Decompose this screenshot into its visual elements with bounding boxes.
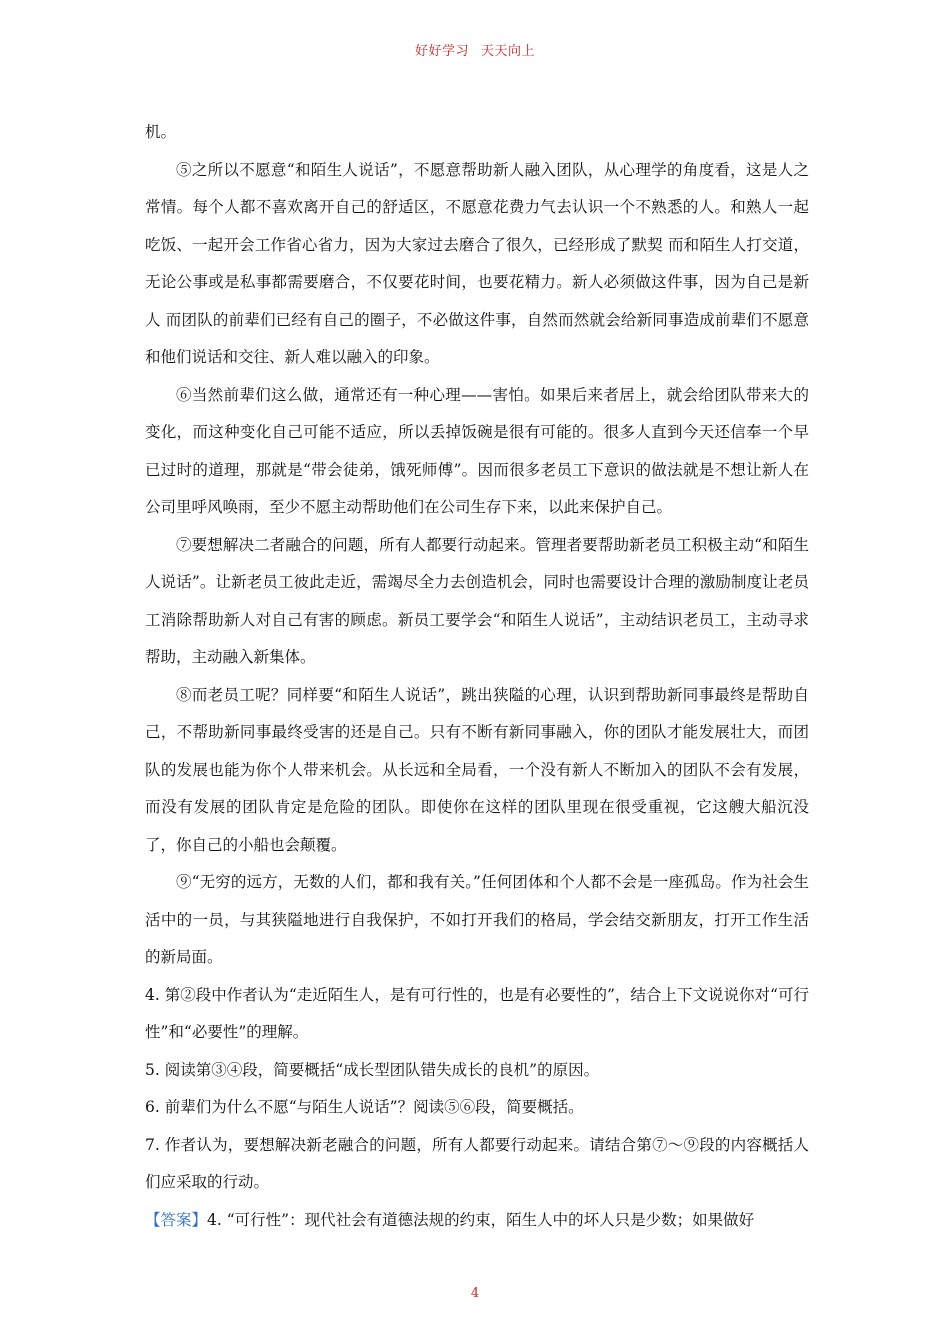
paragraph-5: ⑤之所以不愿意“和陌生人说话”，不愿意帮助新人融入团队，从心理学的角度看，这是人之常情。每个人都不喜欢离开自己的舒适区，不愿意花费力气去认识一个不熟悉的人。和熟人一起吃饭、一起开会工作省心省力，因为大家过去磨合了很久，已经形成了默契 而和陌生人打交道，无论公事或是私事都需要磨合，不仅要花时间，也要花精力。新人必须做这件事，因为自己是新人 而团队的前辈们已经有自己的圈子，不必做这件事，自然而然就会给新同事造成前辈们不愿意和他们说话和交往、新人难以融入的印象。 [145, 160, 809, 366]
answer-text: 4. “可行性”：现代社会有道德法规的约束，陌生人中的坏人只是少数；如果做好 [207, 1210, 755, 1229]
page-number: 4 [470, 1286, 480, 1301]
answer-line [145, 1202, 809, 1240]
paragraph-7: ⑦要想解决二者融合的问题，所有人都要行动起来。管理者要帮助新老员工积极主动“和陌生人说话”。让新老员工彼此走近，需竭尽全力去创造机会，同时也需要设计合理的激励制度让老员工消除帮助新人对自己有害的顾虑。新员工要学会“和陌生人说话”，主动结识老员工，主动寻求帮助，主动融入新集体。 [145, 535, 809, 666]
question-6: 6. 前辈们为什么不愿“与陌生人说话”？阅读⑤⑥段，简要概括。 [145, 1098, 584, 1116]
header-motto-left: 好好学习 [414, 44, 469, 59]
answer-tag: 【答案】 [145, 1210, 208, 1229]
question-7: 7. 作者认为，要想解决新老融合的问题，所有人都要行动起来。请结合第⑦～⑨段的内容概括人们应采取的行动。 [145, 1135, 809, 1191]
paragraph-9: ⑨“无穷的远方，无数的人们，都和我有关。”任何团体和个人都不会是一座孤岛。作为社会生活中的一员，与其狭隘地进行自我保护，不如打开我们的格局，学会结交新朋友，打开工作生活的新局面。 [145, 873, 809, 966]
paragraph-8: ⑧而老员工呢？同样要“和陌生人说话”，跳出狭隘的心理，认识到帮助新同事最终是帮助自己，不帮助新同事最终受害的还是自己。只有不断有新同事融入，你的团队才能发展壮大，而团队的发展也能为你个人带来机会。从长远和全局看，一个没有新人不断加入的团队不会有发展，而没有发展的团队肯定是危险的团队。即使你在这样的团队里现在很受重视，它这艘大船沉没了，你自己的小船也会颠覆。 [145, 685, 809, 854]
page-header [0, 40, 950, 59]
document-body [145, 114, 809, 1239]
question-4: 4. 第②段中作者认为“走近陌生人，是有可行性的，也是有必要性的”，结合上下文说说你对“可行性”和“必要性”的理解。 [145, 985, 809, 1041]
header-motto-right: 天天向上 [481, 44, 536, 59]
question-5: 5. 阅读第③④段，简要概括“成长型团队错失成长的良机”的原因。 [145, 1060, 600, 1079]
paragraph-continuation: 机。 [145, 123, 177, 141]
paragraph-6: ⑥当然前辈们这么做，通常还有一种心理——害怕。如果后来者居上，就会给团队带来大的变化，而这种变化自己可能不适应，所以丢掉饭碗是很有可能的。很多人直到今天还信奉一个早已过时的道理，那就是“带会徒弟，饿死师傅”。因而很多老员工下意识的做法就是不想让新人在公司里呼风唤雨，至少不愿主动帮助他们在公司生存下来，以此来保护自己。 [145, 385, 809, 516]
